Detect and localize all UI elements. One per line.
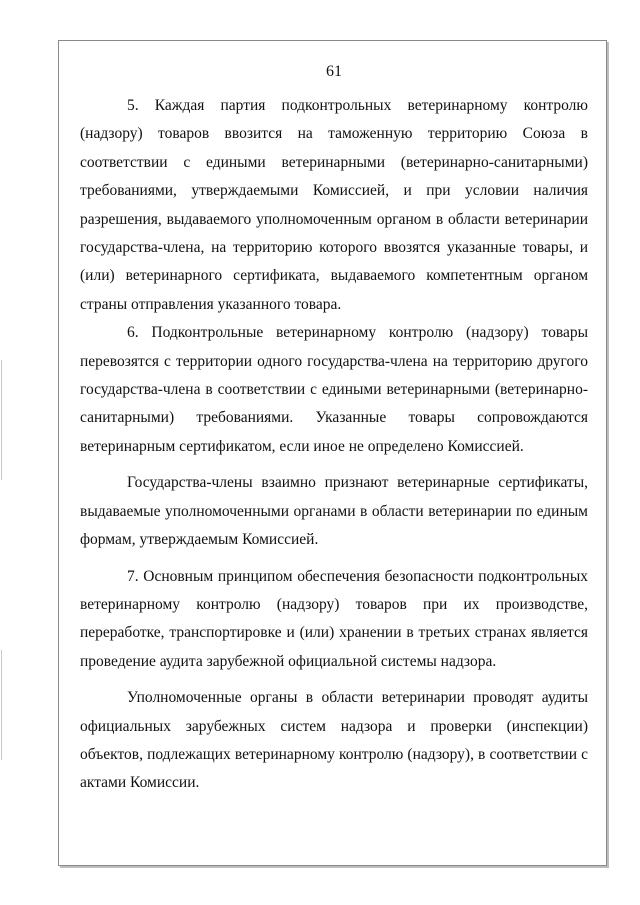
document-body (80, 60, 588, 798)
scan-edge-mark-bottom (1, 650, 2, 760)
paragraph-mutual-recognition: Государства-члены взаимно признают ветеринарные сертификаты, выдаваемые уполномоченными органами в области ветеринарии по единым формам, утверждаемым Комиссией. (80, 474, 588, 549)
paragraph-item-6: 6. Подконтрольные ветеринарному контролю (надзору) товары перевозятся с территории одного государства-члена на территорию другого государства-члена в соответствии с едиными ветеринарными (ветеринарно-санитарными) требованиями. Указанные товары сопровождаются ветеринарным сертификатом, если иное не определено Комиссией. (80, 324, 588, 455)
paragraph-item-7: 7. Основным принципом обеспечения безопасности подконтрольных ветеринарному контролю (надзору) товаров при их производстве, переработке, транспортировке и (или) хранении в третьих странах является проведение аудита зарубежной официальной системы надзора. (80, 567, 588, 670)
page-number: 61 (326, 63, 342, 80)
paragraph-audits: Уполномоченные органы в области ветеринарии проводят аудиты официальных зарубежных систем надзора и проверки (инспекции) объектов, подлежащих ветеринарному контролю (надзору), в соответствии с актами Комиссии. (80, 689, 588, 792)
scan-edge-mark-top (1, 360, 2, 480)
paragraph-item-5: 5. Каждая партия подконтрольных ветеринарному контролю (надзору) товаров ввозится на таможенную территорию Союза в соответствии с едиными ветеринарными (ветеринарно-санитарными) требованиями, утверждаемыми Комиссией, и при условии наличия разрешения, выдаваемого уполномоченным органом в области ветеринарии государства-члена, на территорию которого ввозятся указанные товары, и (или) ветеринарного сертификата, выдаваемого компетентным органом страны отправления указанного товара. (80, 97, 588, 313)
